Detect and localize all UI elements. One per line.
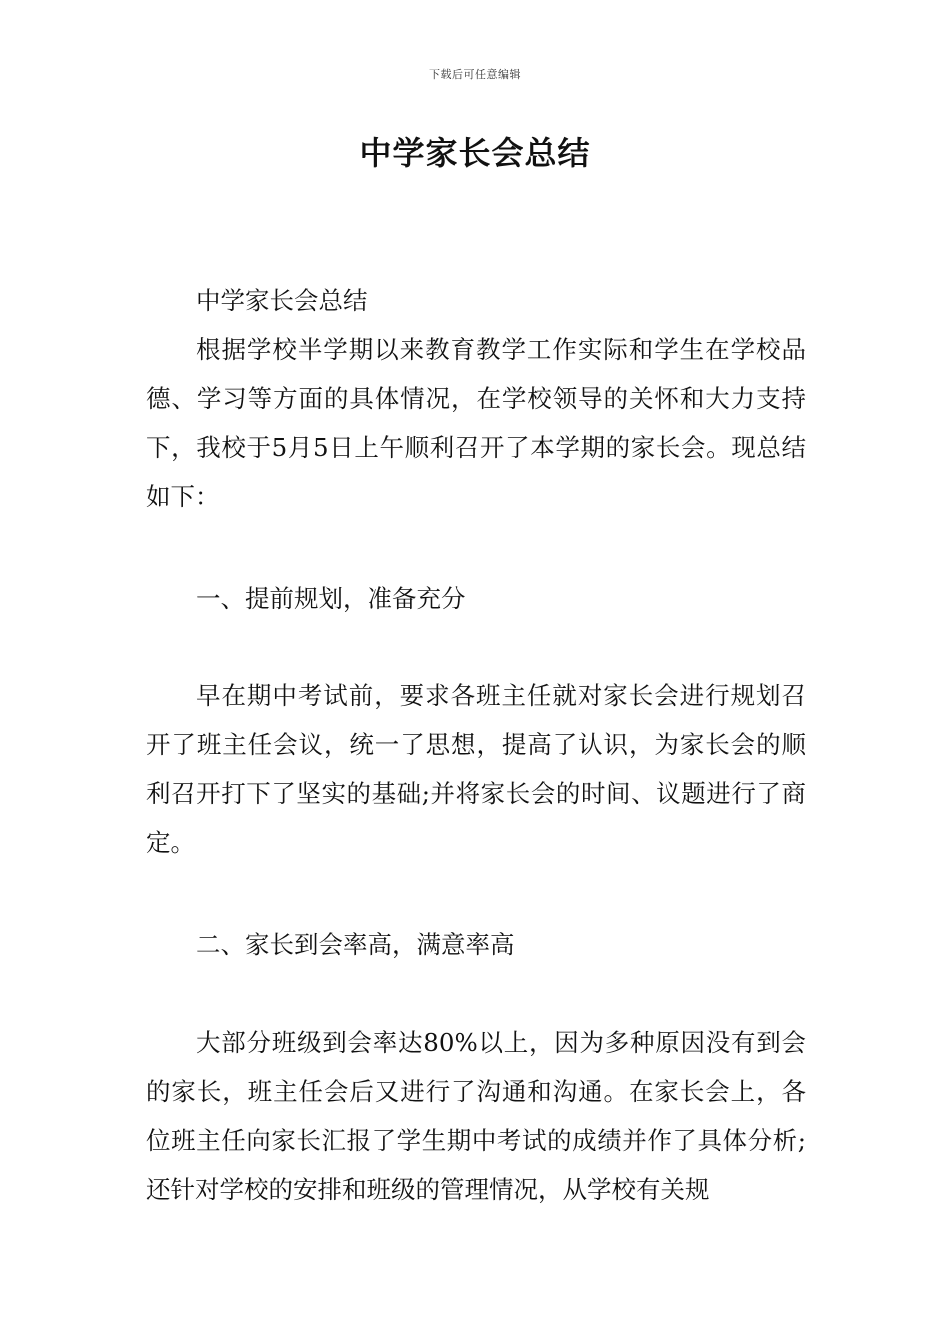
section2-heading: 二、家长到会率高，满意率高 bbox=[196, 930, 515, 959]
section2-body: 大部分班级到会率达80%以上，因为多种原因没有到会的家长，班主任会后又进行了沟通和沟通。在家长会上，各位班主任向家长汇报了学生期中考试的成绩并作了具体分析;还针对学校的安排和班级的管理情况，从学校有关规 bbox=[146, 1028, 806, 1204]
header-note: 下载后可任意编辑 bbox=[429, 68, 521, 81]
subtitle-paragraph: 中学家长会总结 bbox=[196, 286, 368, 315]
intro-paragraph: 根据学校半学期以来教育教学工作实际和学生在学校品德、学习等方面的具体情况，在学校领导的关怀和大力支持下，我校于5月5日上午顺利召开了本学期的家长会。现总结如下： bbox=[146, 335, 806, 511]
section1-heading: 一、提前规划，准备充分 bbox=[196, 584, 466, 613]
section1-body: 早在期中考试前，要求各班主任就对家长会进行规划召开了班主任会议，统一了思想，提高了认识，为家长会的顺利召开打下了坚实的基础;并将家长会的时间、议题进行了商定。 bbox=[146, 681, 806, 857]
document-title: 中学家长会总结 bbox=[359, 134, 591, 172]
